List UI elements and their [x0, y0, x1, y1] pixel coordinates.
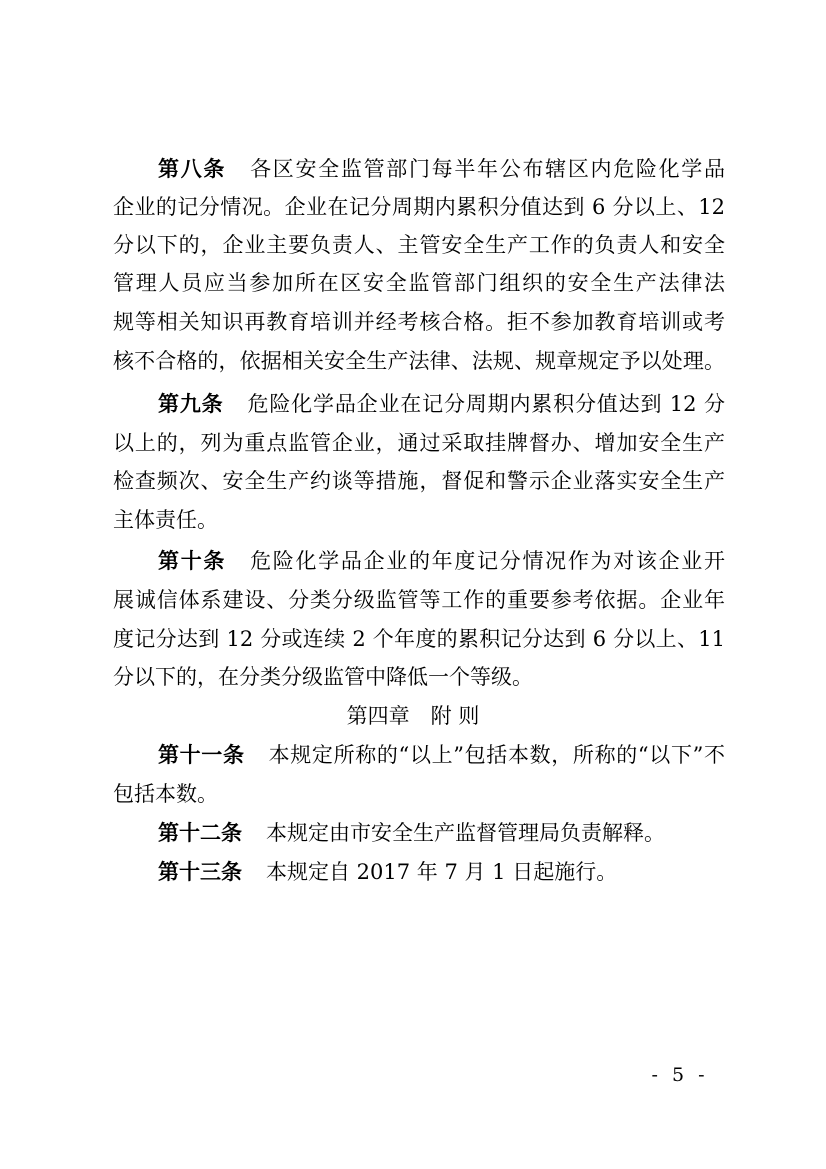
article-10-label: 第十条 [158, 548, 227, 573]
chapter-4-title: 第四章 附 则 [346, 704, 480, 728]
article-8-line-4: 管理人员应当参加所在区安全监管部门组织的安全生产法律法 [113, 271, 725, 295]
article-8-line-3: 分以下的，企业主要负责人、主管安全生产工作的负责人和安全 [113, 233, 725, 257]
article-11-text: 本规定所称的“以上”包括本数，所称的“以下”不 [268, 743, 725, 767]
article-12-label: 第十二条 [158, 820, 242, 845]
article-8-line-1 [158, 154, 725, 184]
article-9-line-3: 检查频次、安全生产约谈等措施，督促和警示企业落实安全生产 [113, 469, 725, 493]
article-9-line-2: 以上的，列为重点监管企业，通过采取挂牌督办、增加安全生产 [113, 431, 725, 455]
article-8-text: 各区安全监管部门每半年公布辖区内危险化学品 [250, 157, 725, 181]
article-9-text: 危险化学品企业在记分周期内累积分值达到 12 分 [247, 392, 725, 416]
article-13-label: 第十三条 [158, 859, 242, 884]
article-13-text: 本规定自 2017 年 7 月 1 日起施行。 [266, 860, 618, 884]
article-10-line-2: 展诚信体系建设、分类分级监管等工作的重要参考依据。企业年 [113, 588, 725, 612]
article-10-line-1 [158, 546, 725, 576]
page-number: - 5 - [651, 1064, 709, 1086]
article-9-line-4: 主体责任。 [113, 508, 218, 532]
article-8-line-2: 企业的记分情况。企业在记分周期内累积分值达到 6 分以上、12 [113, 195, 725, 219]
article-10-line-4: 分以下的，在分类分级监管中降低一个等级。 [113, 665, 533, 689]
article-9-label: 第九条 [158, 391, 224, 416]
article-11-line-2: 包括本数。 [113, 782, 218, 806]
article-13-line-1 [158, 857, 725, 887]
article-10-line-3: 度记分达到 12 分或连续 2 个年度的累积记分达到 6 分以上、11 [113, 627, 725, 651]
article-12-line-1 [158, 818, 725, 848]
article-9-line-1 [158, 389, 725, 419]
article-8-label: 第八条 [158, 156, 227, 181]
article-10-text: 危险化学品企业的年度记分情况作为对该企业开 [250, 549, 725, 573]
article-11-line-1 [158, 740, 725, 770]
article-12-text: 本规定由市安全生产监督管理局负责解释。 [266, 821, 665, 845]
article-11-label: 第十一条 [158, 742, 245, 767]
article-8-line-6: 核不合格的，依据相关安全生产法律、法规、规章规定予以处理。 [113, 349, 725, 373]
article-8-line-5: 规等相关知识再教育培训并经考核合格。拒不参加教育培训或考 [113, 310, 725, 334]
